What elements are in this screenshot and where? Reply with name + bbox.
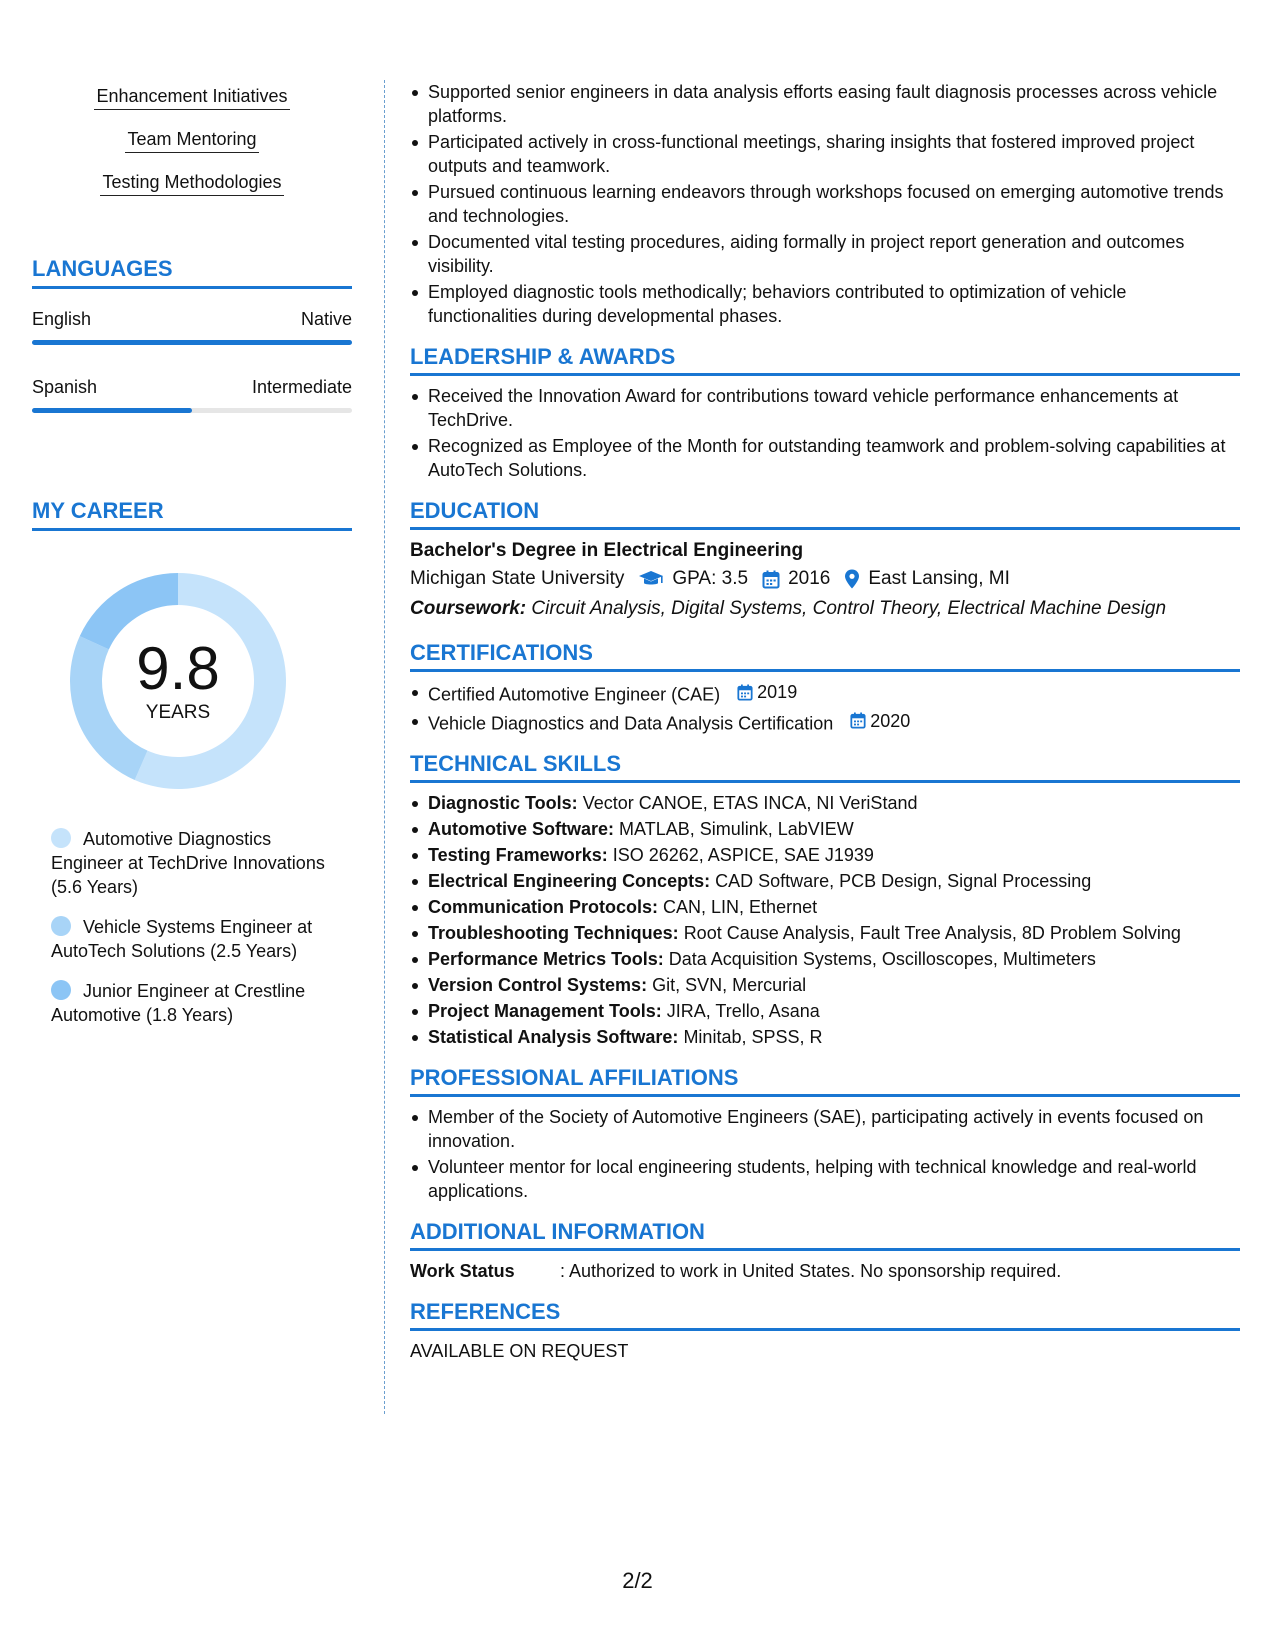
list-item	[410, 817, 1240, 841]
language-name: Spanish	[32, 377, 98, 397]
technical-skills-heading: TECHNICAL SKILLS	[410, 749, 1240, 783]
page-number: 2/2	[622, 1568, 653, 1593]
language-name: English	[32, 309, 92, 329]
skill-tag: Testing Methodologies	[100, 170, 283, 196]
coursework	[410, 594, 1240, 624]
skill-value: CAD Software, PCB Design, Signal Processing	[715, 871, 1092, 891]
leadership-heading: LEADERSHIP & AWARDS	[410, 342, 1240, 376]
work-status-label: Work Status	[410, 1261, 515, 1281]
calendar-icon	[850, 712, 866, 729]
language-item	[32, 307, 352, 345]
list-item	[410, 921, 1240, 945]
skill-label: Automotive Software:	[428, 819, 615, 839]
affiliations-heading: PROFESSIONAL AFFILIATIONS	[410, 1063, 1240, 1097]
skill-label: Diagnostic Tools:	[428, 793, 578, 813]
technical-skills-list	[410, 791, 1240, 1049]
language-item	[32, 375, 352, 413]
list-item	[410, 680, 1240, 707]
legend-dot	[51, 980, 71, 1000]
school-location: East Lansing, MI	[868, 568, 1010, 589]
list-item: Volunteer mentor for local engineering students, helping with technical knowledge and real-world applications.	[410, 1155, 1240, 1203]
graduation-year: 2016	[788, 568, 831, 589]
skill-value: MATLAB, Simulink, LabVIEW	[619, 819, 854, 839]
gpa: GPA: 3.5	[672, 568, 749, 589]
certifications-list	[410, 680, 1240, 735]
skill-label: Testing Frameworks:	[428, 845, 608, 865]
list-item: Documented vital testing procedures, aiding formally in project report generation and outcomes visibility.	[410, 230, 1240, 278]
skill-value: Root Cause Analysis, Fault Tree Analysis, 8D Problem Solving	[683, 923, 1181, 943]
language-bar	[32, 408, 352, 413]
list-item	[410, 999, 1240, 1023]
career-legend	[32, 827, 332, 1027]
calendar-icon	[762, 570, 780, 589]
additional-info-heading: ADDITIONAL INFORMATION	[410, 1217, 1240, 1251]
list-item	[410, 947, 1240, 971]
list-item: Employed diagnostic tools methodically; behaviors contributed to optimization of vehicle functionalities during developmental phases.	[410, 280, 1240, 328]
school-name: Michigan State University	[410, 568, 625, 589]
language-level: Intermediate	[251, 377, 352, 397]
degree-title: Bachelor's Degree in Electrical Engineering	[410, 540, 804, 561]
legend-item	[51, 827, 332, 899]
career-unit: YEARS	[145, 702, 211, 723]
list-item	[410, 791, 1240, 815]
skill-value: Git, SVN, Mercurial	[652, 975, 807, 995]
legend-item	[51, 915, 332, 963]
experience-bullets	[410, 80, 1240, 328]
career-donut-chart	[32, 569, 352, 809]
main-content	[410, 80, 1240, 1363]
calendar-icon	[737, 684, 753, 701]
sidebar	[32, 84, 352, 1025]
language-level: Native	[300, 309, 352, 329]
legend-item	[51, 979, 332, 1027]
skill-value: ISO 26262, ASPICE, SAE J1939	[612, 845, 874, 865]
donut-center	[66, 569, 290, 793]
education-entry	[410, 538, 1240, 624]
skill-value: Vector CANOE, ETAS INCA, NI VeriStand	[582, 793, 918, 813]
list-item: Recognized as Employee of the Month for outstanding teamwork and problem-solving capabilities at AutoTech Solutions.	[410, 434, 1240, 482]
skill-tags	[32, 84, 352, 196]
skill-label: Troubleshooting Techniques:	[428, 923, 679, 943]
skill-value: JIRA, Trello, Asana	[666, 1001, 820, 1021]
list-item	[410, 895, 1240, 919]
skill-tag: Enhancement Initiatives	[94, 84, 289, 110]
list-item: Pursued continuous learning endeavors through workshops focused on emerging automotive trends and technologies.	[410, 180, 1240, 228]
references-heading: REFERENCES	[410, 1297, 1240, 1331]
legend-dot	[51, 916, 71, 936]
list-item	[410, 709, 1240, 736]
skill-label: Project Management Tools:	[428, 1001, 662, 1021]
list-item: Supported senior engineers in data analysis efforts easing fault diagnosis processes across vehicle platforms.	[410, 80, 1240, 128]
graduation-cap-icon	[638, 570, 664, 588]
work-status-row	[410, 1259, 1240, 1283]
skill-label: Performance Metrics Tools:	[428, 949, 664, 969]
legend-label: Junior Engineer at Crestline Automotive (1.8 Years)	[51, 981, 306, 1025]
language-bar-fill	[32, 340, 352, 345]
legend-label: Vehicle Systems Engineer at AutoTech Solutions (2.5 Years)	[51, 917, 313, 961]
certification-year: 2019	[757, 682, 798, 702]
skill-label: Version Control Systems:	[428, 975, 648, 995]
coursework-label: Coursework:	[410, 598, 527, 619]
list-item: Received the Innovation Award for contributions toward vehicle performance enhancements at TechDrive.	[410, 384, 1240, 432]
skill-value: CAN, LIN, Ethernet	[663, 897, 818, 917]
language-bar-fill	[32, 408, 192, 413]
certifications-heading: CERTIFICATIONS	[410, 638, 1240, 672]
languages-section	[32, 254, 352, 413]
list-item: Member of the Society of Automotive Engineers (SAE), participating actively in events focused on innovation.	[410, 1105, 1240, 1153]
certification-name: Certified Automotive Engineer (CAE)	[428, 684, 721, 705]
coursework-list: Circuit Analysis, Digital Systems, Control Theory, Electrical Machine Design	[531, 598, 1167, 619]
language-bar	[32, 340, 352, 345]
skill-label: Statistical Analysis Software:	[428, 1027, 679, 1047]
skill-label: Communication Protocols:	[428, 897, 659, 917]
education-details	[410, 564, 1240, 594]
legend-label: Automotive Diagnostics Engineer at TechDrive Innovations (5.6 Years)	[51, 829, 325, 897]
skill-value: Minitab, SPSS, R	[683, 1027, 823, 1047]
column-divider	[384, 80, 385, 1414]
certification-name: Vehicle Diagnostics and Data Analysis Certification	[428, 713, 834, 733]
legend-dot	[51, 828, 71, 848]
list-item	[410, 1025, 1240, 1049]
career-heading: MY CAREER	[32, 496, 352, 531]
references-text: AVAILABLE ON REQUEST	[410, 1341, 629, 1361]
languages-heading: LANGUAGES	[32, 254, 352, 289]
work-status-value: : Authorized to work in United States. No sponsorship required.	[560, 1261, 1062, 1281]
skill-label: Electrical Engineering Concepts:	[428, 871, 711, 891]
education-heading: EDUCATION	[410, 496, 1240, 530]
affiliations-list	[410, 1105, 1240, 1203]
skill-value: Data Acquisition Systems, Oscilloscopes, Multimeters	[668, 949, 1096, 969]
list-item	[410, 869, 1240, 893]
list-item: Participated actively in cross-functional meetings, sharing insights that fostered improved project outputs and teamwork.	[410, 130, 1240, 178]
leadership-list	[410, 384, 1240, 482]
certification-year: 2020	[870, 710, 911, 731]
career-section	[32, 496, 352, 1043]
list-item	[410, 973, 1240, 997]
list-item	[410, 843, 1240, 867]
career-total: 9.8	[136, 635, 220, 702]
skill-tag: Team Mentoring	[125, 127, 258, 153]
location-pin-icon	[844, 569, 860, 589]
